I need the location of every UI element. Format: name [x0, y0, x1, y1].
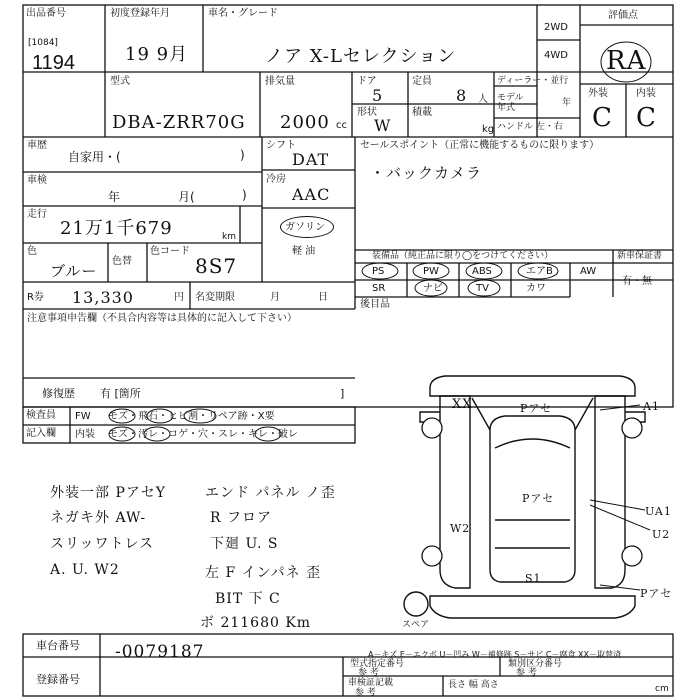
score-value: RA: [606, 46, 647, 76]
note-6: R フロア: [210, 510, 272, 526]
cert-type-ref: 参 考: [358, 668, 379, 678]
mark-a1: A1: [643, 400, 660, 413]
exterior-value: C: [592, 103, 613, 133]
category-ref: 参 考: [516, 668, 537, 678]
drive-4wd: 4WD: [544, 50, 568, 61]
inspector-interior-label: 内装: [75, 429, 95, 440]
mark-s1: S1: [525, 572, 542, 585]
repair-close: ]: [340, 387, 345, 400]
car-history-value: 自家用・(: [68, 150, 121, 164]
repair-label: 修復歴: [42, 387, 75, 400]
yen-unit: 円: [174, 292, 184, 303]
chassis-label: 車台番号: [36, 639, 80, 652]
shape-label: 形状: [357, 107, 377, 118]
cc-unit: cc: [336, 120, 347, 131]
sales-point-label: セールスポイント（正常に機能するものに限ります）: [360, 140, 600, 151]
note-2: ネガキ外 AW-: [50, 510, 147, 526]
inspection-month: 月(: [178, 190, 195, 204]
displacement-value: 2000: [280, 112, 330, 133]
fw-items: モズ・飛石・ヒビ割・リペア跡・X要: [108, 411, 275, 422]
equip-abs: ABS: [472, 266, 492, 277]
inspection-label: 車検: [27, 175, 47, 186]
warranty-value: 有・無: [622, 276, 652, 287]
ac-value: AAC: [292, 185, 331, 204]
shift-label: シフト: [266, 140, 296, 151]
equip-aw: AW: [580, 266, 597, 277]
equip-airbag: エアB: [526, 266, 553, 277]
mark-w2: W2: [450, 522, 471, 535]
inspection-year: 年: [108, 190, 121, 204]
note-5: エンド パネル ノ歪: [205, 485, 336, 501]
equip-ps: PS: [372, 266, 385, 277]
doors-label: ドア: [357, 76, 377, 87]
note-4: A. U. W2: [50, 562, 120, 578]
type-value: DBA-ZRR70G: [112, 112, 246, 133]
ac-label: 冷房: [266, 174, 286, 185]
recycle-value: 13,330: [72, 288, 134, 307]
note-3: スリッワトレス: [50, 536, 155, 552]
interior-label: 内装: [636, 88, 656, 99]
car-history-label: 車歴: [27, 140, 47, 151]
note-9: BIT 下 C: [215, 591, 281, 607]
shift-value: DAT: [292, 150, 330, 169]
exterior-label: 外装: [588, 88, 608, 99]
expiry-day: 日: [318, 292, 328, 303]
lot-sub: [1084]: [28, 38, 58, 48]
mileage-value: 21万1千679: [60, 218, 173, 239]
capacity-value: 8: [456, 86, 468, 105]
cert-type-label: 型式指定番号: [350, 659, 405, 669]
fw-label: FW: [75, 411, 91, 422]
load-label: 積載: [412, 107, 432, 118]
rear-seat-label: 後目品: [360, 299, 390, 310]
color-swap-label: 色替: [112, 256, 132, 267]
sales-point-value: ・バックカメラ: [370, 164, 483, 182]
first-reg-value: 19 9月: [125, 44, 189, 65]
note-10: ボ 211680 Km: [200, 615, 312, 631]
spare-label: スペア: [402, 620, 430, 630]
mark-xx: XX: [452, 397, 473, 412]
repair-value: 有 [箇所: [100, 387, 141, 400]
dealer-label: ディーラー・並行: [497, 76, 569, 86]
note-8: 左 F インパネ 歪: [205, 565, 322, 581]
color-value: ブルー: [50, 262, 98, 280]
cm-unit: cm: [655, 684, 669, 694]
score-label: 評価点: [608, 10, 638, 21]
capacity-label: 定員: [412, 76, 432, 87]
displacement-label: 排気量: [265, 76, 295, 87]
car-history-close: ): [240, 148, 245, 162]
equipment-label: 装備品（純正品に限り◯をつけてください）: [372, 251, 554, 261]
warranty-label: 新車保証書: [617, 251, 663, 261]
mark-rear-paint: Pアセ: [640, 587, 673, 600]
title-expiry-label: 名変期限: [195, 292, 235, 303]
inspection-close: ): [242, 188, 247, 202]
year-unit: 年: [562, 98, 572, 108]
model-year-label: モデル 年式: [497, 93, 524, 113]
doors-value: 5: [372, 86, 384, 105]
legend: A－キズ E－エクボ U－凹み W－補修跡 S－サビ C－腐食 XX－取替済: [368, 650, 622, 659]
fuel-circle: [280, 216, 334, 238]
km-unit: km: [222, 232, 236, 242]
fuel-gasoline: ガソリン: [285, 222, 325, 233]
mark-u2: U2: [652, 528, 671, 541]
handle-label: ハンドル 左・右: [497, 122, 563, 132]
category-label: 類別区分番号: [508, 659, 563, 669]
model-label: 車名・グレード: [208, 8, 278, 19]
fuel-light-oil: 軽 油: [292, 246, 316, 257]
mark-front-paint: Pアセ: [520, 402, 553, 415]
equip-pw: PW: [423, 266, 439, 277]
note-1: 外装一部 PアセY: [50, 485, 166, 501]
color-label: 色: [27, 246, 37, 257]
reg-cert-label: 車検証記載: [348, 678, 394, 688]
reg-number-label: 登録番号: [36, 673, 80, 686]
equip-tv: TV: [476, 283, 489, 294]
first-reg-label: 初度登録年月: [110, 8, 170, 19]
lot-number: 1194: [32, 52, 76, 74]
expiry-month: 月: [270, 292, 280, 303]
inspector-label-1: 検査員: [26, 410, 56, 421]
equip-leather: カワ: [526, 283, 546, 294]
equip-navi: ナビ: [423, 283, 443, 294]
reg-cert-ref: 参 考: [355, 688, 376, 698]
shape-value: W: [374, 116, 392, 135]
mileage-label: 走行: [27, 209, 47, 220]
equip-sr: SR: [372, 283, 386, 294]
note-7: 下廻 U. S: [210, 536, 279, 552]
type-label: 型式: [110, 76, 130, 87]
drive-2wd: 2WD: [544, 22, 568, 33]
mark-ua1: UA1: [645, 505, 672, 518]
mark-roof-paint: Pアセ: [522, 492, 555, 505]
lot-label: 出品番号: [26, 8, 66, 19]
person-unit: 人: [478, 94, 488, 105]
notes-label: 注意事項申告欄（不具合内容等は具体的に記入して下さい）: [27, 313, 297, 324]
interior-value: C: [636, 103, 657, 133]
model-value: ノア X-Lセレクション: [265, 46, 457, 67]
chassis-value: -0079187: [115, 642, 205, 662]
dims-labels: 長さ 幅 高さ: [448, 680, 499, 690]
inspector-label-2: 記入欄: [26, 428, 56, 439]
color-code-label: 色コード: [150, 246, 190, 257]
interior-items: モズ・汚レ・コゲ・穴・スレ・キレ・破レ: [108, 429, 298, 440]
kg-unit: kg: [482, 124, 495, 135]
recycle-label: R券: [27, 292, 44, 303]
color-code-value: 8S7: [195, 254, 238, 278]
